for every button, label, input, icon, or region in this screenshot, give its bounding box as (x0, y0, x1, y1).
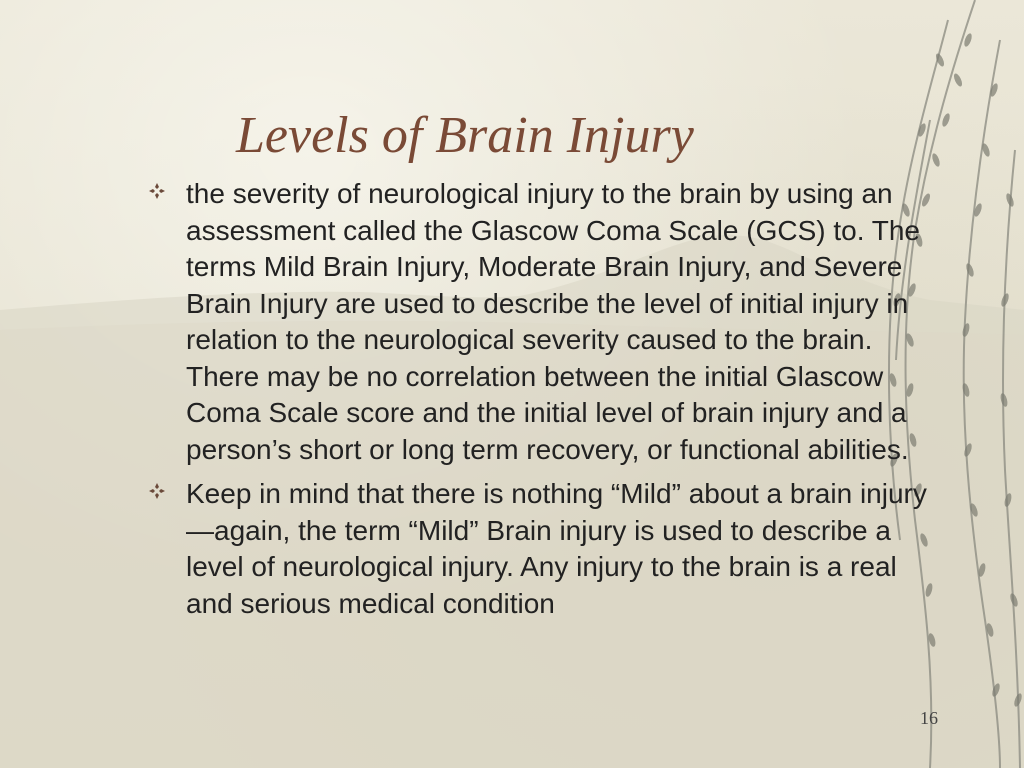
bullet-text: Keep in mind that there is nothing “Mild” about a brain injury—again, the term “Mild” Brain injury is used to describe a level of neurological injury. Any injury to the brain is a real and serious medical condition (186, 478, 927, 619)
bullet-item (148, 176, 948, 468)
bullet-text: the severity of neurological injury to the brain by using an assessment called the Glascow Coma Scale (GCS) to. The terms Mild Brain Injury, Moderate Brain Injury, and Severe Brain Injury are used to describe the level of initial injury in relation to the neurological severity caused to the brain. There may be no correlation between the initial Glascow Coma Scale score and the initial level of brain injury and a person’s short or long term recovery, or functional abilities. (186, 178, 921, 465)
diamond-bullet-icon (148, 482, 166, 500)
diamond-bullet-icon (148, 182, 166, 200)
bullet-item (148, 476, 948, 622)
bullet-list (148, 176, 948, 630)
slide-title: Levels of Brain Injury (236, 107, 694, 164)
page-number: 16 (920, 708, 938, 728)
